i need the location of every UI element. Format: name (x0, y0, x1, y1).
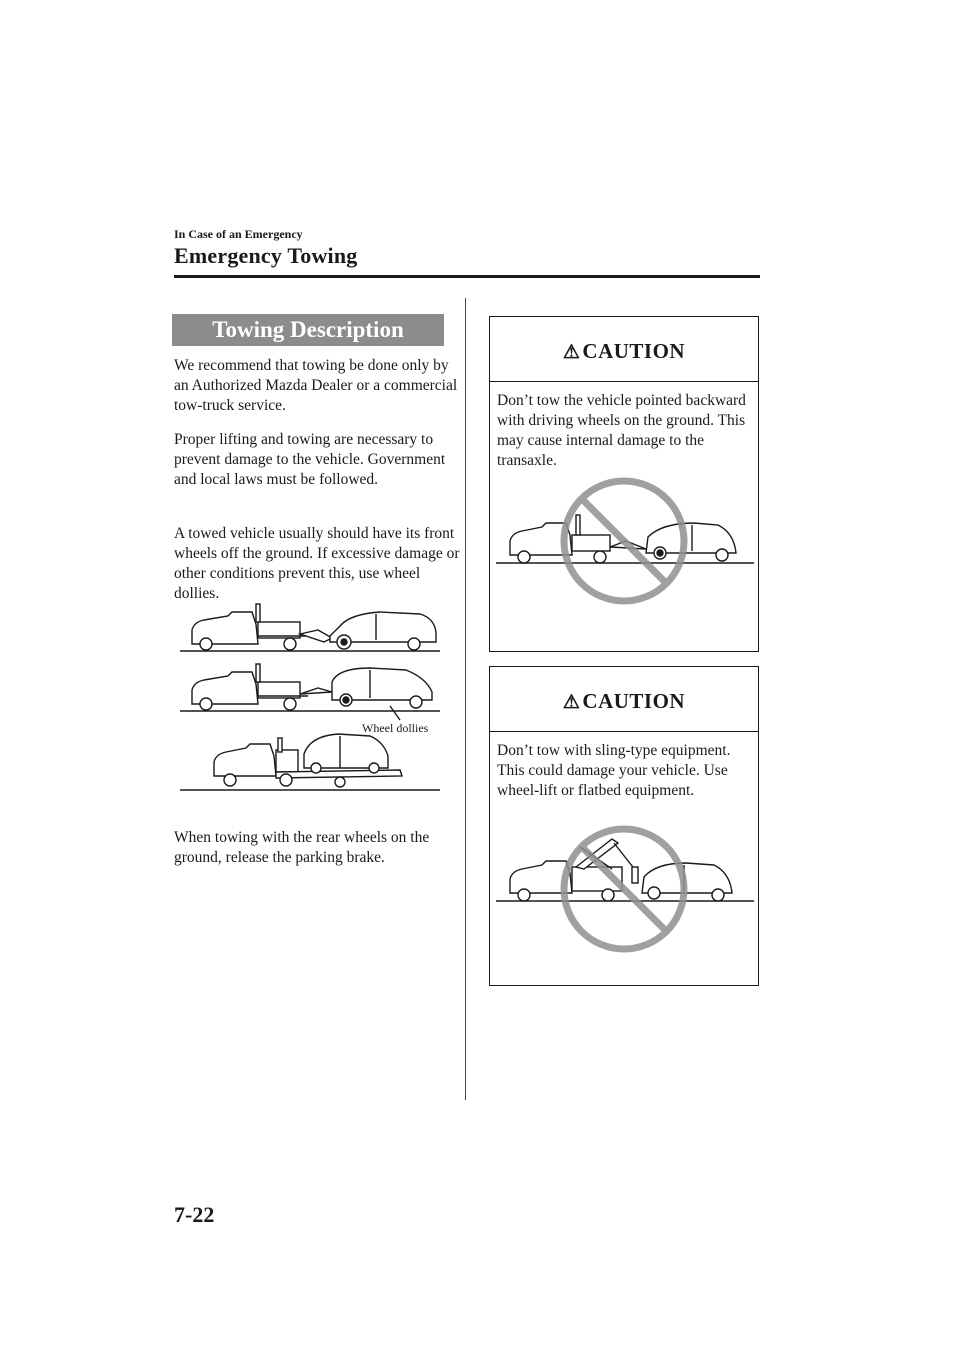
sling-towing-prohibited-figure (496, 817, 756, 957)
paragraph-parking-brake: When towing with the rear wheels on the ground, release the parking brake. (174, 829, 430, 866)
wheel-dollies-towing-figure (180, 664, 440, 720)
caution-text: Don’t tow the vehicle pointed backward with driving wheels on the ground. This may cause internal damage to the transaxle. (497, 392, 746, 469)
caution-text: Don’t tow with sling-type equipment. This could damage your vehicle. Use wheel-lift or flatbed equipment. (497, 742, 731, 799)
page-number: 7-22 (174, 1202, 215, 1227)
paragraph-wheel-dollies: A towed vehicle usually should have its front wheels off the ground. If excessive damage or other conditions prevent this, use wheel dollies. (174, 525, 460, 602)
wheel-lift-towing-figure (180, 604, 440, 651)
caution-divider (490, 381, 758, 382)
paragraph-proper-lifting: Proper lifting and towing are necessary to prevent damage to the vehicle. Government and local laws must be followed. (174, 431, 446, 488)
caution-box-backward-towing (489, 316, 759, 652)
page-title: Emergency Towing (174, 243, 358, 268)
backward-towing-prohibited-figure (496, 477, 756, 597)
warning-triangle-icon: ⚠ (562, 692, 581, 713)
heading-rule (174, 275, 760, 278)
caution-heading: ⚠CAUTION (562, 339, 686, 363)
caution-divider (490, 731, 758, 732)
column-divider (465, 298, 466, 1100)
flatbed-towing-figure (180, 734, 440, 790)
towing-description-heading: Towing Description (172, 314, 444, 346)
caution-box-sling-towing (489, 666, 759, 986)
caution-heading: ⚠CAUTION (562, 689, 686, 713)
towing-methods-illustration (170, 600, 460, 800)
wheel-dollies-label: Wheel dollies (362, 721, 429, 735)
warning-triangle-icon: ⚠ (562, 342, 581, 363)
section-label: In Case of an Emergency (174, 227, 303, 241)
paragraph-recommendation: We recommend that towing be done only by an Authorized Mazda Dealer or a commercial tow-truck service. (174, 357, 458, 414)
